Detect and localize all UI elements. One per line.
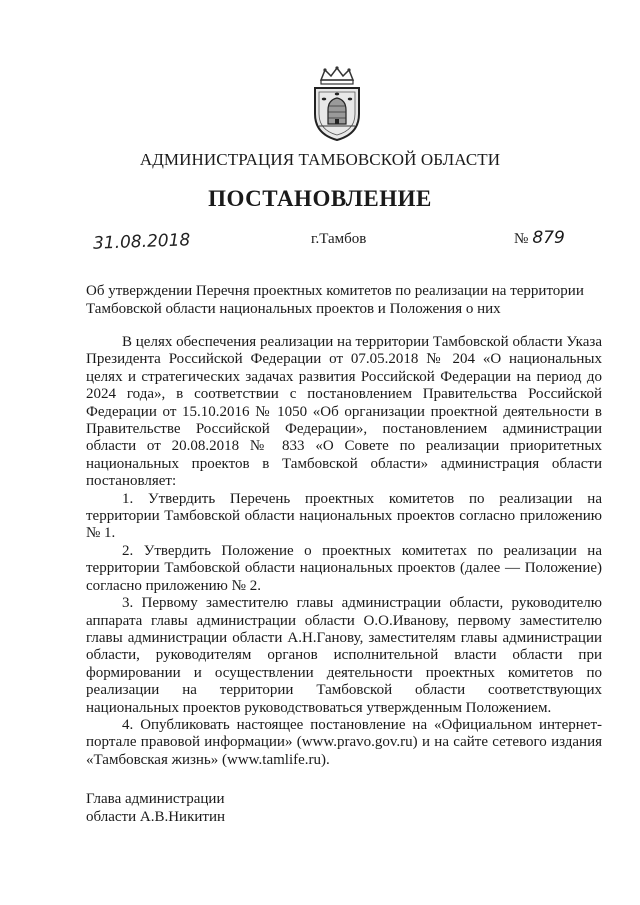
document-city: г.Тамбов <box>311 231 367 247</box>
document-number <box>514 228 565 248</box>
number-prefix: № <box>514 231 529 247</box>
signature-position: Глава администрации <box>86 791 225 807</box>
document-date: 31.08.2018 <box>92 230 191 254</box>
preamble-paragraph: В целях обеспечения реализации на территории Тамбовской области Указа Президента Российской Федерации от 07.05.2018 № 204 «О национальных целях и стратегических задачах развития Российской Федерации на период до 2024 года», в соответствии с постановлением Правительства Российской Федерации от 15.10.2016 № 1050 «Об организации проектной деятельности в Правительстве Российской Федерации», постановлением администрации области от 20.08.2018 № 833 «О Совете по реализации приоритетных национальных проектов в Тамбовской области» администрация области постановляет: <box>86 334 602 490</box>
document-subject: Об утверждении Перечня проектных комитетов по реализации на территории Тамбовской области национальных проектов и Положения о них <box>86 283 584 317</box>
signature-name: области А.В.Никитин <box>86 809 226 825</box>
document-body <box>86 334 602 769</box>
administration-title: АДМИНИСТРАЦИЯ ТАМБОВСКОЙ ОБЛАСТИ <box>139 150 501 169</box>
number-value: 879 <box>532 228 565 248</box>
decree-item-4: 4. Опубликовать настоящее постановление на «Официальном интернет-портале правовой информации» (www.pravo.gov.ru) и на сайте сетевого издания «Тамбовская жизнь» (www.tamlife.ru). <box>86 716 602 768</box>
tambov-coat-of-arms-icon <box>307 66 367 142</box>
signature-block <box>86 790 225 826</box>
document-type-heading: ПОСТАНОВЛЕНИЕ <box>208 186 432 211</box>
decree-item-3: 3. Первому заместителю главы администрации области, руководителю аппарата главы администрации области О.О.Иванову, первому заместителю главы администрации области А.Н.Ганову, заместителям главы администрации области, руководителям органов исполнительной власти области при формировании и осуществлении деятельности проектных комитетов по реализации на территории Тамбовской области соответствующих национальных проектов руководствоваться утвержденным Положением. <box>86 595 602 716</box>
decree-item-2: 2. Утвердить Положение о проектных комитетах по реализации на территории Тамбовской области национальных проектов (далее — Положение) согласно приложению № 2. <box>86 542 602 594</box>
decree-item-1: 1. Утвердить Перечень проектных комитетов по реализации на территории Тамбовской области национальных проектов согласно приложению № 1. <box>86 490 602 542</box>
